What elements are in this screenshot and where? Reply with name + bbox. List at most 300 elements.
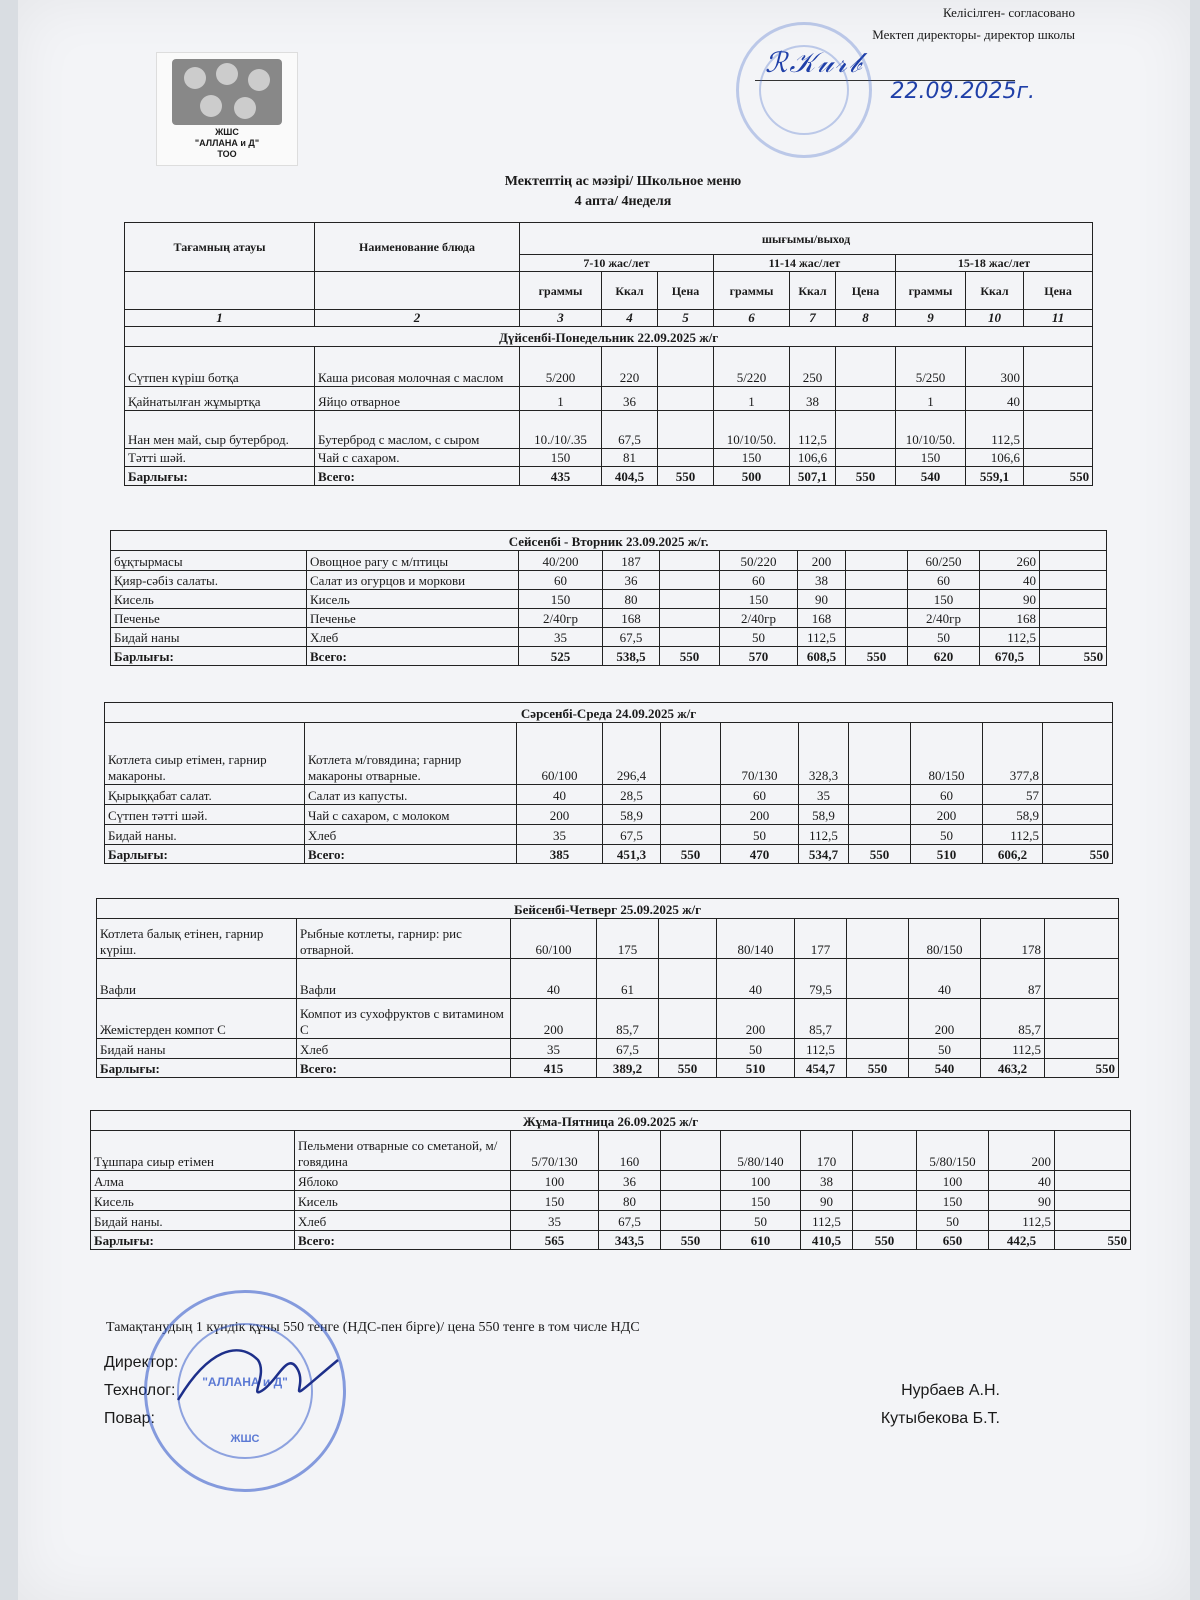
table-cell: 40 <box>909 959 981 999</box>
approval-director: Мектеп директоры- директор школы <box>872 27 1075 42</box>
table-cell <box>849 785 911 805</box>
table-cell: 35 <box>799 785 849 805</box>
table-row <box>91 1171 1131 1191</box>
dish-name-kz: Кисель <box>91 1191 295 1211</box>
table-row <box>125 449 1093 467</box>
table-cell: 40/200 <box>519 551 603 571</box>
table-cell: 2/40гр <box>519 609 603 628</box>
table-cell: 38 <box>798 571 846 590</box>
table-row <box>125 387 1093 411</box>
header-col-kz: Тағамның атауы <box>125 223 315 272</box>
total-cell: 550 <box>1024 467 1093 486</box>
table-cell: 50 <box>917 1211 989 1231</box>
dish-name-kz: Қайнатылған жұмыртқа <box>125 387 315 411</box>
table-cell: 150 <box>519 590 603 609</box>
table-row <box>97 1039 1119 1059</box>
table-cell <box>853 1131 917 1171</box>
table-cell <box>1040 590 1107 609</box>
table-row <box>105 825 1113 845</box>
table-cell: 67,5 <box>603 628 660 647</box>
table-cell: 106,6 <box>966 449 1024 467</box>
total-cell: 534,7 <box>799 845 849 864</box>
table-cell: 85,7 <box>597 999 659 1039</box>
total-cell: 540 <box>896 467 966 486</box>
approval-date: 22.09.2025г. <box>890 79 1035 104</box>
dish-name-ru: Котлета м/говядина; гарнир макароны отварные. <box>305 723 517 785</box>
dish-name-kz: Жемістерден компот С <box>97 999 297 1039</box>
total-label: Барлығы: <box>91 1231 295 1250</box>
table-cell: 57 <box>983 785 1043 805</box>
table-cell <box>1024 411 1093 449</box>
column-number: 1 <box>125 310 315 327</box>
table-cell: 80 <box>603 590 660 609</box>
header-kcal: Ккал <box>602 272 658 310</box>
table-cell: 90 <box>798 590 846 609</box>
table-cell: 35 <box>511 1039 597 1059</box>
table-cell: 85,7 <box>795 999 847 1039</box>
dish-name-ru: Каша рисовая молочная с маслом <box>315 347 520 387</box>
table-cell: 90 <box>980 590 1040 609</box>
menu-table-friday <box>90 1110 1131 1250</box>
table-cell: 10./10/.35 <box>520 411 602 449</box>
menu-table-tuesday <box>110 530 1107 666</box>
column-number: 4 <box>602 310 658 327</box>
total-cell: 410,5 <box>801 1231 853 1250</box>
header-grams: граммы <box>896 272 966 310</box>
table-cell: 5/250 <box>896 347 966 387</box>
table-cell: 187 <box>603 551 660 571</box>
total-cell: 343,5 <box>599 1231 661 1250</box>
table-cell: 175 <box>597 919 659 959</box>
table-cell: 60 <box>720 571 798 590</box>
table-cell: 35 <box>519 628 603 647</box>
table-cell <box>660 551 720 571</box>
table-cell: 50 <box>909 1039 981 1059</box>
table-cell: 40 <box>511 959 597 999</box>
table-cell: 150 <box>720 590 798 609</box>
table-cell <box>836 387 896 411</box>
table-cell: 60/100 <box>511 919 597 959</box>
table-cell: 112,5 <box>801 1211 853 1231</box>
day-title: Сәрсенбі-Среда 24.09.2025 ж/г <box>105 703 1113 723</box>
table-cell: 5/80/150 <box>917 1131 989 1171</box>
table-cell: 296,4 <box>603 723 661 785</box>
table-cell <box>1040 609 1107 628</box>
table-cell: 38 <box>790 387 836 411</box>
director-signature: ℛ𝒦𝓊𝓇𝒷 <box>755 46 1015 81</box>
table-cell <box>836 411 896 449</box>
table-cell: 200 <box>911 805 983 825</box>
table-cell <box>1045 1039 1119 1059</box>
table-cell: 50 <box>717 1039 795 1059</box>
table-cell: 40 <box>980 571 1040 590</box>
total-cell: 525 <box>519 647 603 666</box>
total-cell: 435 <box>520 467 602 486</box>
table-cell <box>661 805 721 825</box>
total-cell: 385 <box>517 845 603 864</box>
total-cell: 500 <box>714 467 790 486</box>
table-cell <box>1043 825 1113 845</box>
table-cell: 112,5 <box>799 825 849 845</box>
total-cell: 389,2 <box>597 1059 659 1078</box>
table-cell: 1 <box>714 387 790 411</box>
table-row <box>91 1211 1131 1231</box>
total-cell: 550 <box>846 647 908 666</box>
total-cell: 606,2 <box>983 845 1043 864</box>
title-line-2: 4 апта/ 4неделя <box>574 194 672 209</box>
header-col-ru: Наименование блюда <box>315 223 520 272</box>
table-cell <box>660 628 720 647</box>
total-cell: 510 <box>717 1059 795 1078</box>
table-cell: 50 <box>721 825 799 845</box>
table-cell <box>846 571 908 590</box>
total-cell: 550 <box>1043 845 1113 864</box>
table-row <box>111 590 1107 609</box>
table-row <box>111 551 1107 571</box>
total-cell: 550 <box>1045 1059 1119 1078</box>
table-cell: 112,5 <box>966 411 1024 449</box>
dish-name-kz: бұқтырмасы <box>111 551 307 571</box>
total-cell: 540 <box>909 1059 981 1078</box>
dish-name-kz: Бидай наны. <box>91 1211 295 1231</box>
total-cell: 550 <box>661 1231 721 1250</box>
table-cell <box>659 999 717 1039</box>
dish-name-ru: Кисель <box>295 1191 511 1211</box>
table-cell <box>847 919 909 959</box>
table-cell: 80/150 <box>911 723 983 785</box>
menu-table-monday <box>124 222 1093 486</box>
header-kcal: Ккал <box>966 272 1024 310</box>
table-cell <box>661 785 721 805</box>
total-row <box>105 845 1113 864</box>
cook-name: Кутыбекова Б.Т. <box>880 1410 1000 1427</box>
table-cell <box>1043 723 1113 785</box>
table-cell <box>1040 628 1107 647</box>
total-cell: 570 <box>720 647 798 666</box>
table-cell <box>1045 959 1119 999</box>
total-row <box>97 1059 1119 1078</box>
column-number: 7 <box>790 310 836 327</box>
total-label: Барлығы: <box>97 1059 297 1078</box>
table-cell: 36 <box>602 387 658 411</box>
technologist-name: Нурбаев А.Н. <box>901 1382 1000 1399</box>
total-cell: 470 <box>721 845 799 864</box>
total-label: Барлығы: <box>111 647 307 666</box>
dish-name-kz: Бидай наны. <box>105 825 305 845</box>
header-age-7-10: 7-10 жас/лет <box>520 255 714 272</box>
table-cell <box>658 449 714 467</box>
header-grams: граммы <box>714 272 790 310</box>
total-cell: 550 <box>849 845 911 864</box>
table-cell <box>658 387 714 411</box>
table-cell: 112,5 <box>981 1039 1045 1059</box>
table-cell: 85,7 <box>981 999 1045 1039</box>
total-cell: 620 <box>908 647 980 666</box>
table-cell <box>661 1211 721 1231</box>
table-cell: 38 <box>801 1171 853 1191</box>
dish-name-kz: Қырыққабат салат. <box>105 785 305 805</box>
table-cell: 150 <box>908 590 980 609</box>
table-cell <box>661 1171 721 1191</box>
table-cell: 81 <box>602 449 658 467</box>
document-page <box>18 0 1190 1600</box>
total-label: Барлығы: <box>125 467 315 486</box>
total-cell: 550 <box>1055 1231 1131 1250</box>
table-cell <box>847 999 909 1039</box>
table-cell <box>846 551 908 571</box>
dish-name-kz: Котлета балық етінен, гарнир күріш. <box>97 919 297 959</box>
table-row <box>105 785 1113 805</box>
table-cell <box>661 1131 721 1171</box>
table-cell: 50/220 <box>720 551 798 571</box>
table-cell <box>836 347 896 387</box>
total-label: Всего: <box>297 1059 511 1078</box>
table-cell: 150 <box>917 1191 989 1211</box>
total-cell: 550 <box>660 647 720 666</box>
total-label: Всего: <box>305 845 517 864</box>
table-cell: 87 <box>981 959 1045 999</box>
day-title: Дүйсенбі-Понедельник 22.09.2025 ж/г <box>125 327 1093 347</box>
table-cell <box>1055 1171 1131 1191</box>
dish-name-kz: Алма <box>91 1171 295 1191</box>
table-cell: 100 <box>721 1171 801 1191</box>
table-cell: 67,5 <box>599 1211 661 1231</box>
table-cell: 200 <box>798 551 846 571</box>
dish-name-ru: Хлеб <box>305 825 517 845</box>
table-row <box>91 1131 1131 1171</box>
menu-table-wednesday <box>104 702 1113 864</box>
table-cell <box>1043 785 1113 805</box>
total-cell: 538,5 <box>603 647 660 666</box>
page-title <box>448 172 798 212</box>
table-cell: 150 <box>896 449 966 467</box>
table-cell <box>659 919 717 959</box>
table-cell <box>1045 919 1119 959</box>
dish-name-ru: Рыбные котлеты, гарнир: рис отварной. <box>297 919 511 959</box>
dish-name-ru: Яйцо отварное <box>315 387 520 411</box>
table-cell: 112,5 <box>989 1211 1055 1231</box>
total-label: Всего: <box>307 647 519 666</box>
table-row <box>97 919 1119 959</box>
dish-name-kz: Тұшпара сиыр етімен <box>91 1131 295 1171</box>
table-cell: 200 <box>721 805 799 825</box>
total-cell: 650 <box>917 1231 989 1250</box>
dish-name-ru: Бутерброд с маслом, с сыром <box>315 411 520 449</box>
table-cell <box>1040 551 1107 571</box>
table-cell: 61 <box>597 959 659 999</box>
dish-name-kz: Бидай наны <box>111 628 307 647</box>
dish-name-ru: Пельмени отварные со сметаной, м/говядина <box>295 1131 511 1171</box>
table-cell: 50 <box>720 628 798 647</box>
table-cell: 67,5 <box>602 411 658 449</box>
dish-name-ru: Вафли <box>297 959 511 999</box>
table-cell: 10/10/50. <box>714 411 790 449</box>
total-cell: 670,5 <box>980 647 1040 666</box>
table-cell <box>661 723 721 785</box>
total-cell: 404,5 <box>602 467 658 486</box>
table-row <box>105 805 1113 825</box>
table-cell: 35 <box>511 1211 599 1231</box>
table-cell: 2/40гр <box>720 609 798 628</box>
table-cell <box>853 1171 917 1191</box>
logo-text-3: ТОО <box>217 149 237 159</box>
total-row <box>111 647 1107 666</box>
table-cell: 70/130 <box>721 723 799 785</box>
table-cell: 112,5 <box>795 1039 847 1059</box>
table-row <box>125 411 1093 449</box>
table-cell: 80 <box>599 1191 661 1211</box>
table-cell: 28,5 <box>603 785 661 805</box>
table-cell <box>853 1211 917 1231</box>
table-cell: 40 <box>989 1171 1055 1191</box>
total-cell: 550 <box>658 467 714 486</box>
table-cell: 112,5 <box>798 628 846 647</box>
approval-agreed: Келісілген- согласовано <box>942 5 1075 20</box>
table-cell <box>1055 1131 1131 1171</box>
header-output: шығымы/выход <box>520 223 1093 255</box>
header-kcal: Ккал <box>790 272 836 310</box>
table-row <box>97 959 1119 999</box>
column-number: 2 <box>315 310 520 327</box>
table-cell: 60/250 <box>908 551 980 571</box>
total-cell: 463,2 <box>981 1059 1045 1078</box>
total-cell: 415 <box>511 1059 597 1078</box>
total-label: Всего: <box>295 1231 511 1250</box>
table-cell <box>846 590 908 609</box>
table-cell <box>659 1039 717 1059</box>
table-cell: 160 <box>599 1131 661 1171</box>
table-cell: 60 <box>911 785 983 805</box>
title-line-1: Мектептің ас мәзірі/ Школьное меню <box>504 174 742 189</box>
total-cell: 442,5 <box>989 1231 1055 1250</box>
table-row <box>111 571 1107 590</box>
table-cell <box>660 571 720 590</box>
table-cell: 50 <box>721 1211 801 1231</box>
dish-name-ru: Чай с сахаром. <box>315 449 520 467</box>
table-cell: 168 <box>798 609 846 628</box>
table-cell <box>836 449 896 467</box>
table-cell: 80/150 <box>909 919 981 959</box>
total-cell: 451,3 <box>603 845 661 864</box>
table-cell: 168 <box>980 609 1040 628</box>
header-price: Цена <box>1024 272 1093 310</box>
dish-name-kz: Тәтті шәй. <box>125 449 315 467</box>
day-title: Бейсенбі-Четверг 25.09.2025 ж/г <box>97 899 1119 919</box>
total-cell: 559,1 <box>966 467 1024 486</box>
table-cell: 150 <box>520 449 602 467</box>
total-cell: 608,5 <box>798 647 846 666</box>
table-cell: 40 <box>517 785 603 805</box>
table-cell <box>1055 1191 1131 1211</box>
table-cell: 100 <box>511 1171 599 1191</box>
total-label: Барлығы: <box>105 845 305 864</box>
total-cell: 550 <box>853 1231 917 1250</box>
menu-table-thursday <box>96 898 1119 1078</box>
dish-name-ru: Салат из капусты. <box>305 785 517 805</box>
table-cell <box>849 805 911 825</box>
table-cell: 170 <box>801 1131 853 1171</box>
table-cell: 50 <box>908 628 980 647</box>
table-cell <box>1045 999 1119 1039</box>
column-number: 9 <box>896 310 966 327</box>
price-note: Тамақтанудың 1 күндік құны 550 тенге (НДС-пен бірге)/ цена 550 тенге в том числе НДС <box>106 1320 640 1335</box>
logo-picture <box>172 59 282 125</box>
table-cell: 60 <box>721 785 799 805</box>
total-cell: 550 <box>659 1059 717 1078</box>
table-cell: 1 <box>520 387 602 411</box>
table-cell <box>659 959 717 999</box>
table-cell: 67,5 <box>597 1039 659 1059</box>
table-cell <box>1024 449 1093 467</box>
dish-name-ru: Кисель <box>307 590 519 609</box>
dish-name-ru: Хлеб <box>307 628 519 647</box>
table-cell <box>661 825 721 845</box>
table-cell <box>660 590 720 609</box>
table-cell: 200 <box>517 805 603 825</box>
table-cell <box>849 825 911 845</box>
table-row <box>125 347 1093 387</box>
dish-name-ru: Печенье <box>307 609 519 628</box>
table-row <box>111 609 1107 628</box>
column-number: 6 <box>714 310 790 327</box>
table-cell: 79,5 <box>795 959 847 999</box>
table-cell: 50 <box>911 825 983 845</box>
table-cell: 177 <box>795 919 847 959</box>
stamp-bottom: ЖШС <box>230 1433 260 1445</box>
column-number: 3 <box>520 310 602 327</box>
table-cell <box>658 347 714 387</box>
table-cell: 36 <box>599 1171 661 1191</box>
table-cell: 328,3 <box>799 723 849 785</box>
table-cell <box>847 959 909 999</box>
total-row <box>125 467 1093 486</box>
technologist-label: Технолог: <box>104 1382 176 1399</box>
table-cell: 150 <box>714 449 790 467</box>
table-cell: 150 <box>511 1191 599 1211</box>
table-cell: 112,5 <box>980 628 1040 647</box>
table-cell: 67,5 <box>603 825 661 845</box>
table-cell <box>1040 571 1107 590</box>
total-cell: 550 <box>836 467 896 486</box>
table-cell: 377,8 <box>983 723 1043 785</box>
table-cell: 10/10/50. <box>896 411 966 449</box>
logo-text-1: ЖШС <box>215 127 239 137</box>
table-cell: 36 <box>603 571 660 590</box>
column-number: 8 <box>836 310 896 327</box>
table-cell <box>853 1191 917 1211</box>
dish-name-ru: Хлеб <box>297 1039 511 1059</box>
table-cell: 178 <box>981 919 1045 959</box>
dish-name-kz: Нан мен май, сыр бутерброд. <box>125 411 315 449</box>
table-cell <box>1024 347 1093 387</box>
table-cell: 168 <box>603 609 660 628</box>
total-cell: 610 <box>721 1231 801 1250</box>
table-cell: 200 <box>989 1131 1055 1171</box>
table-cell <box>660 609 720 628</box>
total-row <box>91 1231 1131 1250</box>
table-cell: 112,5 <box>983 825 1043 845</box>
table-cell: 80/140 <box>717 919 795 959</box>
header-age-15-18: 15-18 жас/лет <box>896 255 1093 272</box>
column-number: 11 <box>1024 310 1093 327</box>
dish-name-ru: Салат из огурцов и моркови <box>307 571 519 590</box>
table-cell: 5/70/130 <box>511 1131 599 1171</box>
table-cell: 60 <box>908 571 980 590</box>
table-cell: 200 <box>511 999 597 1039</box>
total-cell: 565 <box>511 1231 599 1250</box>
table-cell <box>846 609 908 628</box>
table-cell: 100 <box>917 1171 989 1191</box>
